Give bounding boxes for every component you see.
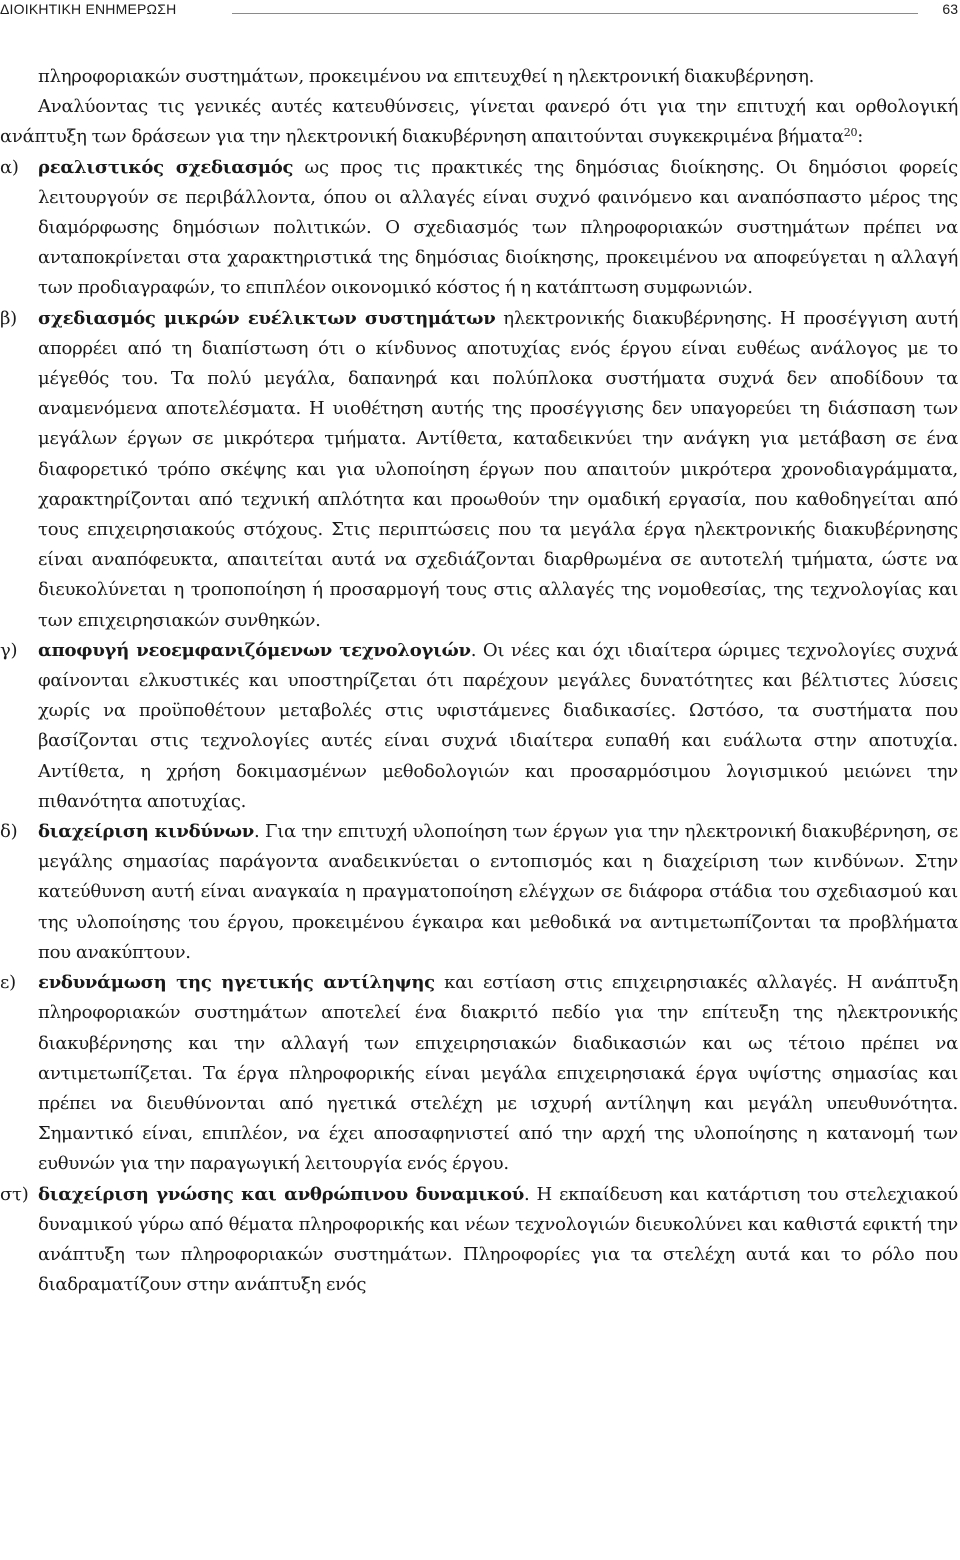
list-item-heading: διαχείριση κινδύνων: [38, 821, 254, 843]
list-item-text: . Η εκπαίδευση και κατάρτιση του στελεχιακού δυναμικού γύρω από θέματα πληροφορικής και νέων τεχνολογιών διευκολύνει και καθιστά εφικτή την ανάπτυξη των πληροφοριακών συστημάτων. Πληροφορίες για τα στελέχη αυτά και το ρόλο που διαδραματίζουν στην ανάπτυξη ενός: [38, 1183, 959, 1296]
list-item-text: και εστίαση στις επιχειρησιακές αλλαγές. Η ανάπτυξη πληροφοριακών συστημάτων αποτελεί ένα διακριτό πεδίο για την επίτευξη της ηλεκτρονικής διακυβέρνησης και την αλλαγή των επιχειρησιακών διαδικασιών και ως τέτοιο πρέπει να αντιμετωπίζεται. Τα έργα πληροφορικής είναι μεγάλα επιχειρησιακά έργα υψίστης σημασίας και πρέπει να διευθύνονται από ηγετικά στελέχη με ισχυρή αντίληψη και μεγάλη υπευθυνότητα. Σημαντικό είναι, επιπλέον, να έχει αποσαφηνιστεί από την αρχή της υλοποίησης η κατανομή των ευθυνών για την παραγωγική λειτουργία ενός έργου.: [38, 972, 959, 1175]
body-text: [0, 62, 958, 1300]
list-item-text: ηλεκτρονικής διακυβέρνησης. Η προσέγγιση αυτή απορρέει από τη διαπίστωση ότι ο κίνδυνος αποτυχίας ενός έργου είναι ευθέως ανάλογος με το μέγεθός του. Τα πολύ μεγάλα, δαπανηρά και πολύπλοκα συστήματα συχνά δεν αποδίδουν τα αναμενόμενα αποτελέσματα. Η υιοθέτηση αυτής της προσέγγισης δεν υπαγορεύει τη διάσπαση των μεγάλων έργων σε μικρότερα τμήματα. Αντίθετα, καταδεικνύει την ανάγκη για μετάβαση σε ένα διαφορετικό τρόπο σκέψης και για υλοποίηση έργων που απαιτούν μικρότερα χρονοδιαγράμματα, χαρακτηρίζονται από τεχνική απλότητα και προωθούν την ομαδική εργασία, που καθοδηγείται από τους επιχειρησιακούς στόχους. Στις περιπτώσεις που τα μεγάλα έργα ηλεκτρονικής διακυβέρνησης είναι αναπόφευκτα, απαιτείται αυτά να σχεδιάζονται διαρθρωμένα σε αυτοτελή τμήματα, ώστε να διευκολύνεται η τροποποίηση ή προσαρμογή τους στις αλλαγές της νομοθεσίας, της τεχνολογίας και των επιχειρησιακών συνθηκών.: [38, 307, 958, 631]
list-item-text: . Για την επιτυχή υλοποίηση των έργων για την ηλεκτρονική διακυβέρνηση, σε μεγάλης σημασίας παράγοντα αναδεικνύεται ο εντοπισμός και η διαχείριση των κινδύνων. Στην κατεύθυνση αυτή είναι αναγκαία η πραγματοποίηση ελέγχων σε διάφορα στάδια του σχεδιασμού και της υλοποίησης του έργου, προκειμένου έγκαιρα και μεθοδικά να αντιμετωπίζονται τα προβλήματα που ανακύπτουν.: [38, 821, 958, 963]
list-item-text: ως προς τις πρακτικές της δημόσιας διοίκησης. Οι δημόσιοι φορείς λειτουργούν σε περιβάλλοντα, όπου οι αλλαγές είναι συχνό φαινόμενο και αναπόσπαστο μέρος της διαμόρφωσης δημόσιων πολιτικών. Ο σχεδιασμός των πληροφοριακών συστημάτων πρέπει να ανταποκρίνεται στα χαρακτηριστικά της δημόσιας διοίκησης, προκειμένου να αποφεύγεται η αλλαγή των προδιαγραφών, το επιπλέον οικονομικό κόστος ή η κατάπτωση συμφωνιών.: [38, 156, 958, 299]
list-item: [0, 153, 958, 304]
list-item-label: δ): [0, 821, 18, 843]
list-item-heading: ρεαλιστικός σχεδιασμός: [38, 156, 294, 178]
list-item-text: . Οι νέες και όχι ιδιαίτερα ώριμες τεχνολογίες συχνά φαίνονται ελκυστικές και υποστηρίζεται ότι παρέχουν μεγάλες δυνατότητες και βέλτιστες λύσεις χωρίς να προϋποθέτουν μεταβολές στις υφιστάμενες διαδικασίες. Ωστόσο, τα συστήματα που βασίζονται στις τεχνολογίες αυτές είναι συχνά ιδιαίτερα ευπαθή και ευάλωτα στην αποτυχία. Αντίθετα, η χρήση δοκιμασμένων μεθοδολογιών και προσαρμόσιμου λογισμικού μειώνει την πιθανότητα αποτυχίας.: [38, 639, 958, 812]
list-item-heading: ενδυνάμωση της ηγετικής αντίληψης: [38, 972, 435, 994]
page-number: 63: [942, 1, 958, 17]
intro-paragraph: [0, 92, 958, 152]
list-item-heading: αποφυγή νεοεμφανιζόμενων τεχνολογιών: [38, 639, 471, 661]
running-head-rule: [232, 13, 918, 14]
list-item-label: γ): [0, 639, 18, 661]
list-item: [0, 968, 958, 1179]
intro-paragraph-end: :: [857, 126, 864, 148]
footnote-ref: 20: [843, 126, 858, 140]
list-item-label: α): [0, 156, 19, 178]
continuation-paragraph: πληροφοριακών συστημάτων, προκειμένου να επιτευχθεί η ηλεκτρονική διακυβέρνηση.: [38, 66, 815, 87]
list-item-label: στ): [0, 1183, 29, 1205]
list-item-label: β): [0, 307, 17, 329]
list-item: [0, 817, 958, 968]
running-head: [0, 0, 960, 20]
list-item: [0, 636, 958, 817]
intro-paragraph-text: Αναλύοντας τις γενικές αυτές κατευθύνσεις, γίνεται φανερό ότι για την επιτυχή και ορθολογική ανάπτυξη των δράσεων για την ηλεκτρονική διακυβέρνηση απαιτούνται συγκεκριμένα βήματα: [0, 96, 958, 148]
list-item-heading: διαχείριση γνώσης και ανθρώπινου δυναμικού: [38, 1183, 524, 1205]
running-head-title: ΔΙΟΙΚΗΤΙΚΗ ΕΝΗΜΕΡΩΣΗ: [0, 1, 177, 17]
list-item: [0, 1180, 958, 1301]
list-item: [0, 304, 958, 636]
list-item-label: ε): [0, 972, 16, 994]
list-item-heading: σχεδιασμός μικρών ευέλικτων συστημάτων: [38, 307, 496, 329]
